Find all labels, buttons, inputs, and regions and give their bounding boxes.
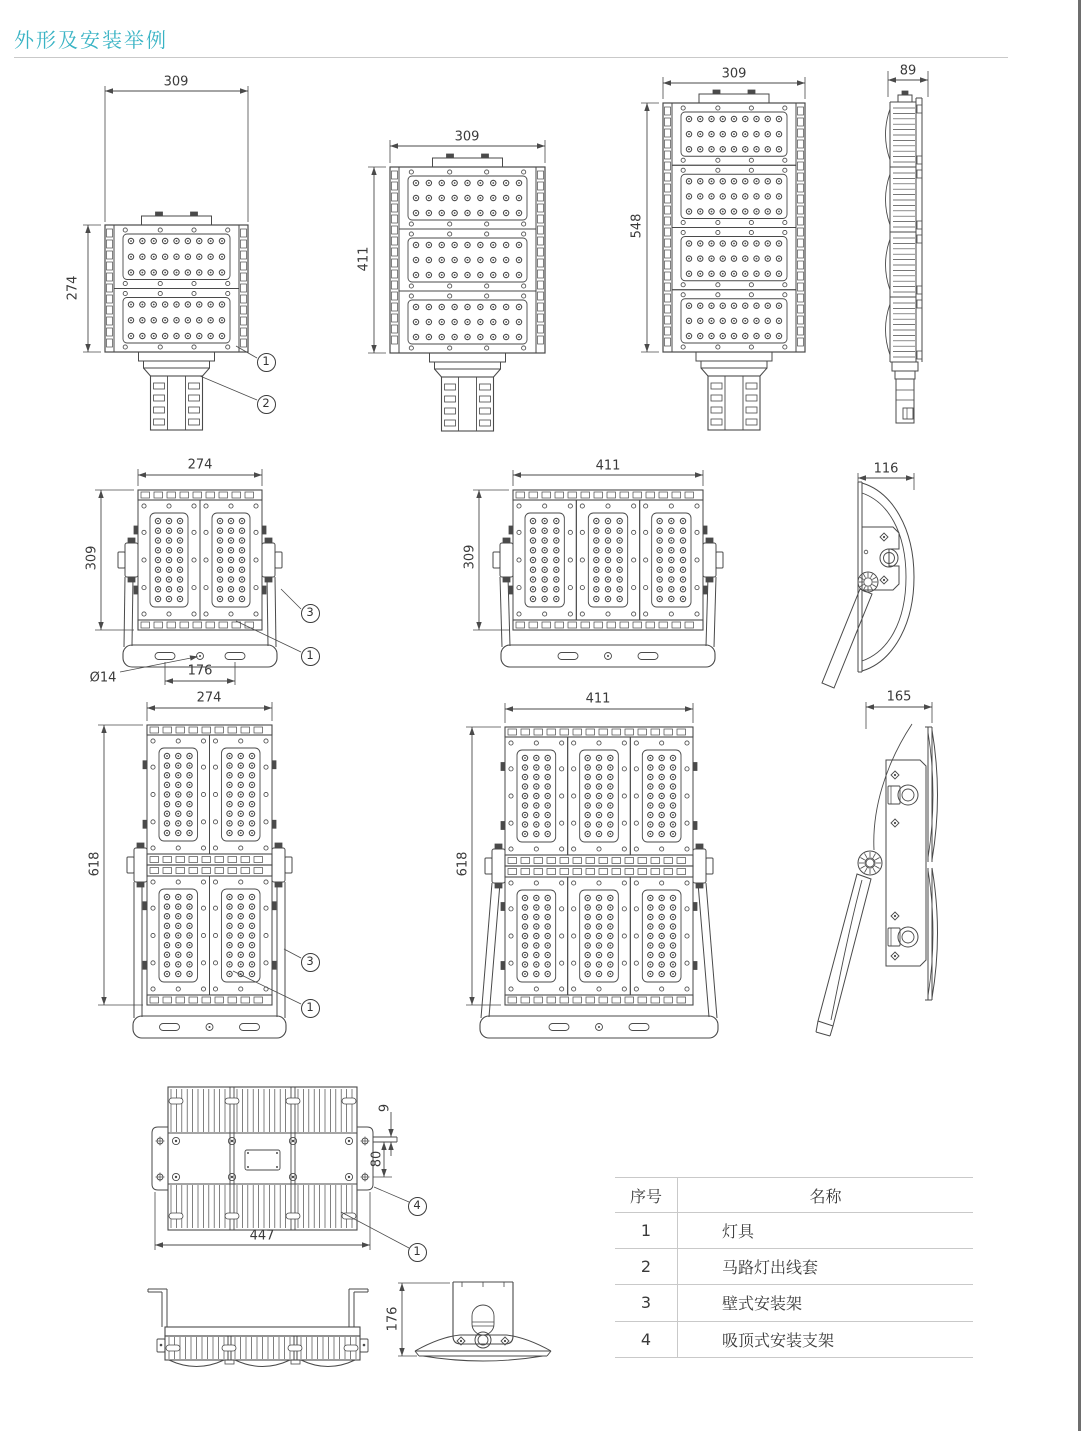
callout-1-topview: 1: [408, 1243, 427, 1262]
dim-flood3-width: 411: [595, 458, 621, 474]
table-row: [615, 1213, 973, 1249]
parts-table-header: [615, 1178, 973, 1213]
dim-street2-width: 309: [163, 74, 189, 90]
callout-1-street: 1: [257, 353, 276, 372]
dim-street3-height: 411: [356, 246, 372, 272]
row-no: 1: [615, 1213, 678, 1248]
dim-street4-height: 548: [629, 213, 645, 239]
dim-street4-width: 309: [721, 66, 747, 82]
dim-street3-width: 309: [454, 129, 480, 145]
row-no: 4: [615, 1322, 678, 1357]
dim-streetside-width: 89: [899, 63, 917, 79]
dim-large3-width: 411: [585, 691, 611, 707]
callout-3-flood-large: 3: [301, 953, 320, 972]
dim-large2-width: 274: [196, 690, 222, 706]
dim-flood2-hole-diameter: Ø14: [89, 670, 117, 686]
callout-1-flood-small: 1: [301, 647, 320, 666]
parts-table: [615, 1177, 973, 1358]
dim-flood2-hole-pitch: 176: [187, 663, 213, 679]
dim-large2-height: 618: [87, 851, 103, 877]
page-title: 外形及安装举例: [14, 28, 168, 52]
dim-endview-height: 176: [385, 1306, 401, 1332]
dim-topview-width: 447: [249, 1228, 275, 1244]
row-no: 2: [615, 1249, 678, 1284]
dim-topview-tab: 9: [377, 1103, 393, 1113]
dim-floodside-width: 116: [873, 461, 899, 477]
dim-largeside-width: 165: [886, 689, 912, 705]
dim-flood2-width: 274: [187, 457, 213, 473]
header-no: 序号: [615, 1178, 678, 1212]
dim-topview-pitch: 80: [369, 1150, 385, 1168]
callout-2-street: 2: [257, 395, 276, 414]
dim-large3-height: 618: [455, 851, 471, 877]
dim-flood3-height: 309: [462, 544, 478, 570]
row-name: 壁式安装架: [722, 1294, 803, 1314]
row-name: 马路灯出线套: [722, 1258, 819, 1278]
table-row: [615, 1249, 973, 1285]
table-row: [615, 1322, 973, 1358]
callout-1-flood-large: 1: [301, 999, 320, 1018]
callout-4-topview: 4: [408, 1197, 427, 1216]
header-name: 名称: [809, 1186, 842, 1206]
row-name: 灯具: [722, 1222, 755, 1242]
callout-3-flood-small: 3: [301, 604, 320, 623]
row-no: 3: [615, 1285, 678, 1320]
table-row: [615, 1285, 973, 1321]
dim-flood2-height: 309: [84, 545, 100, 571]
dim-street2-height: 274: [65, 275, 81, 301]
row-name: 吸顶式安装支架: [722, 1330, 835, 1350]
